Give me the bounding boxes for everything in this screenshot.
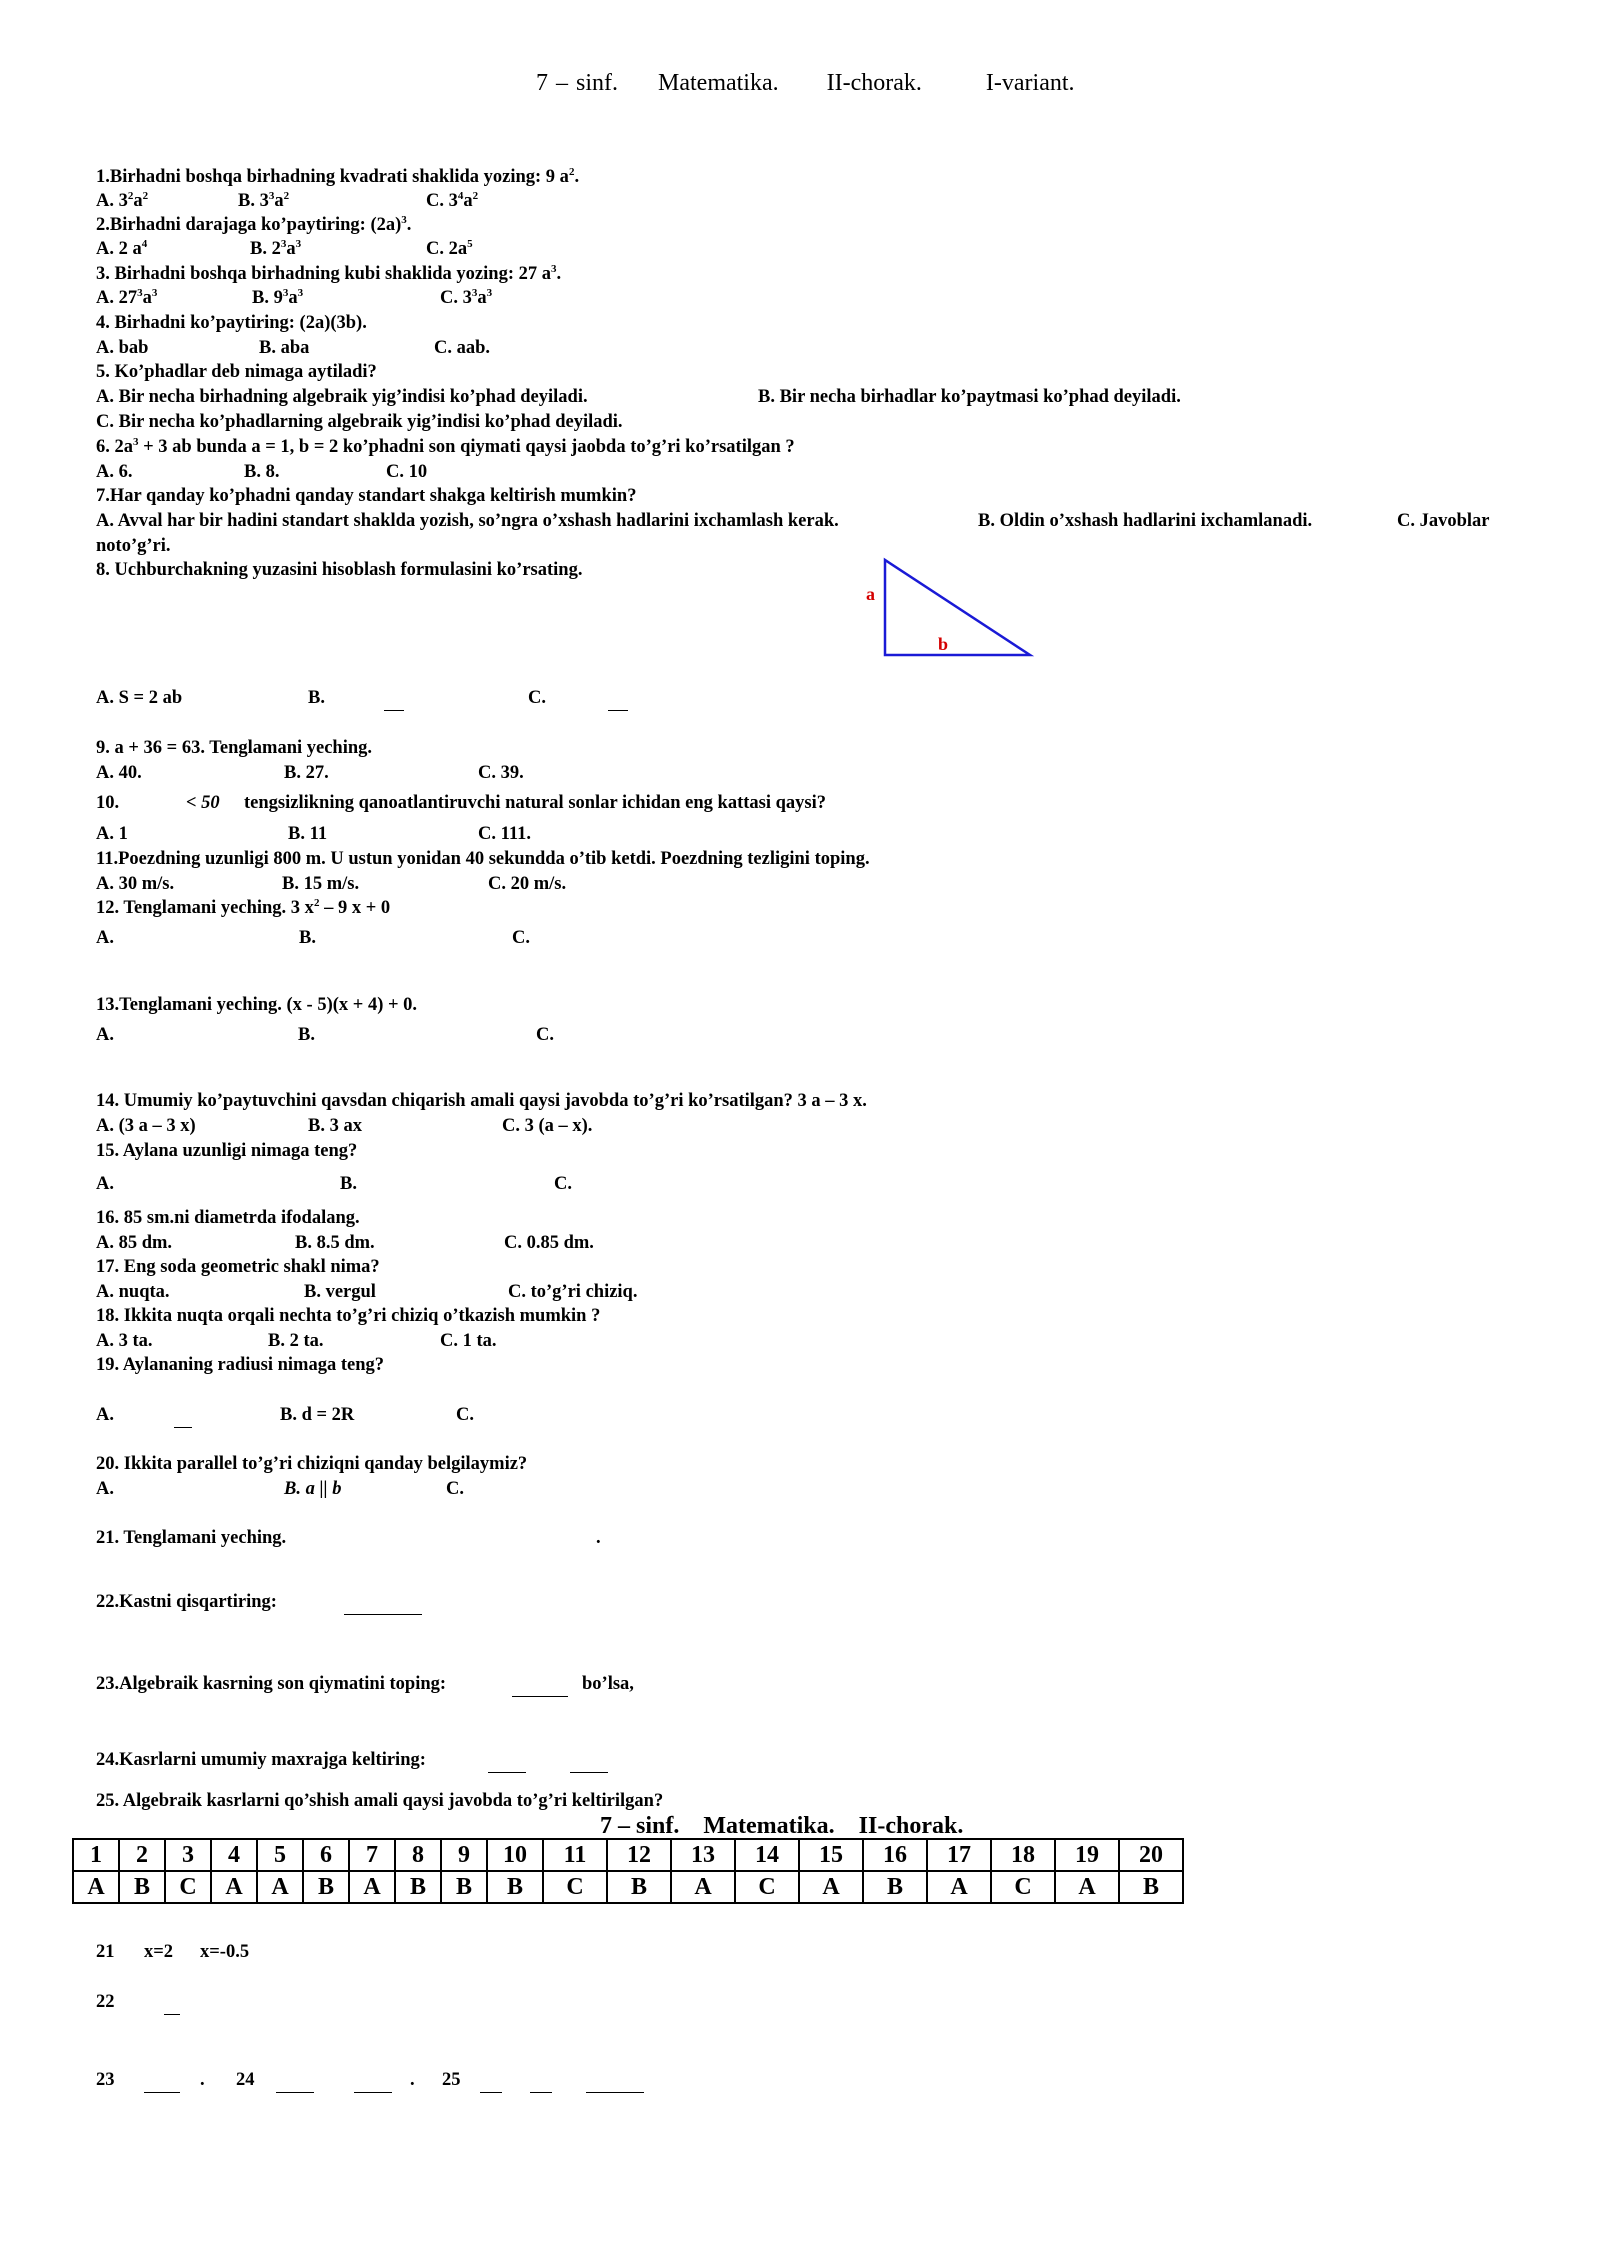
q15-option-b: B.	[340, 1174, 357, 1194]
q24-text: 24.Kasrlarni umumiy maxrajga keltiring:	[96, 1750, 426, 1770]
q17-option-a: A. nuqta.	[96, 1282, 170, 1302]
answer-key-number-cell: 8	[395, 1839, 441, 1871]
q21-dot: .	[596, 1528, 601, 1548]
answer-key-letter-cell: B	[487, 1871, 543, 1903]
answer-21	[96, 1942, 250, 1963]
q12-option-c: C.	[512, 928, 530, 948]
answer-key-letter-cell: A	[211, 1871, 257, 1903]
question-3-text: 3. Birhadni boshqa birhadning kubi shaklida yozing: 27 a	[96, 264, 551, 284]
question-14: 14. Umumiy ko’paytuvchini qavsdan chiqarish amali qaysi javobda to’g’ri ko’rsatilgan? 3 a – 3 x.	[96, 1091, 867, 1111]
a23-dot: .	[200, 2070, 205, 2090]
q2-b-exp1: 3	[280, 237, 287, 250]
answer-key-numbers-row	[73, 1839, 1183, 1871]
answer-key-number-cell: 11	[543, 1839, 607, 1871]
q12-option-a: A.	[96, 928, 114, 948]
q3-option-a: A. $27^3a^3$	[96, 286, 158, 308]
q6-exp: 3	[133, 435, 139, 448]
q1-c-exp1: 4	[457, 189, 464, 202]
q1-a-exp1: 2	[127, 189, 134, 202]
answer-key-number-cell: 6	[303, 1839, 349, 1871]
q16-option-c: C. 0.85 dm.	[504, 1233, 594, 1253]
answer-key-letter-cell: B	[395, 1871, 441, 1903]
q10-option-a: A. 1	[96, 824, 128, 844]
q10-option-c: C. 111.	[478, 824, 531, 844]
answer-key-number-cell: 20	[1119, 1839, 1183, 1871]
answer-key-letter-cell: A	[799, 1871, 863, 1903]
q20-option-c: C.	[446, 1479, 464, 1499]
q1-b-exp1: 3	[268, 189, 275, 202]
q18-option-a: A. 3 ta.	[96, 1331, 153, 1351]
q3-b-text: B. 9	[252, 288, 283, 308]
answer-key-letter-cell: C	[735, 1871, 799, 1903]
q23-fraction-bar	[512, 1684, 568, 1708]
answer-key-letter-cell: B	[863, 1871, 927, 1903]
answer-key-number-cell: 5	[257, 1839, 303, 1871]
q18-option-b: B. 2 ta.	[268, 1331, 324, 1351]
ans-title-quarter: II-chorak.	[858, 1813, 964, 1839]
q11-option-a: A. 30 m/s.	[96, 874, 175, 894]
a22-num: 22	[96, 1992, 115, 2012]
q3-a-exp1: 3	[137, 286, 143, 299]
question-23	[96, 1672, 634, 1696]
answer-key-table	[72, 1838, 1184, 1904]
q10-text: tengsizlikning qanoatlantiruvchi natural sonlar ichidan eng kattasi qaysi?	[244, 793, 827, 813]
question-16: 16. 85 sm.ni diametrda ifodalang.	[96, 1208, 360, 1228]
answer-key-letter-cell: A	[1055, 1871, 1119, 1903]
q6-text: + 3 ab bunda a = 1, b = 2 ko’phadni son qiymati qaysi jaobda to’g’ri ko’rsatilgan ?	[138, 437, 795, 457]
q19-option-b: B. d = 2R	[280, 1405, 355, 1425]
q13-option-a: A.	[96, 1025, 114, 1045]
q8-option-b: B.	[308, 688, 325, 708]
q1-a-exp2: 2	[142, 189, 149, 202]
question-22	[96, 1590, 277, 1614]
a24-fraction-bar-1	[276, 2082, 314, 2103]
answer-key-letter-cell: C	[543, 1871, 607, 1903]
question-13: 13.Tenglamani yeching. (x - 5)(x + 4) + 0.	[96, 995, 418, 1015]
question-25: 25. Algebraik kasrlarni qo’shish amali qaysi javobda to’g’ri keltirilgan?	[96, 1791, 664, 1811]
a24-dot: .	[410, 2070, 415, 2090]
q3-tail: .	[556, 264, 562, 284]
q2-c-exp: 5	[467, 237, 473, 250]
q8-option-c: C.	[528, 688, 546, 708]
q8-option-a: A. S = 2 ab	[96, 688, 183, 708]
header-grade: 7 – sinf.	[536, 70, 618, 96]
q15-option-c: C.	[554, 1174, 572, 1194]
q4-option-c: C. aab.	[434, 338, 491, 358]
q13-option-c: C.	[536, 1025, 554, 1045]
answer-key-number-cell: 9	[441, 1839, 487, 1871]
q2-option-a	[96, 237, 147, 261]
question-7: 7.Har qanday ko’phadni qanday standart shakga keltirish mumkin?	[96, 486, 637, 506]
question-1	[96, 165, 579, 189]
answer-key-letter-cell: A	[349, 1871, 395, 1903]
question-6	[96, 435, 795, 459]
header-variant: I-variant.	[985, 70, 1075, 96]
ans-title-grade: 7 – sinf.	[600, 1813, 680, 1839]
q19-option-c: C.	[456, 1405, 474, 1425]
q20-option-a: A.	[96, 1479, 114, 1499]
q14-option-a: A. (3 a – 3 x)	[96, 1116, 196, 1136]
q2-b-text: B. 2	[250, 239, 281, 259]
q2-a-exp: 4	[141, 237, 148, 250]
answer-key-number-cell: 3	[165, 1839, 211, 1871]
q24-fraction-bar-2	[570, 1760, 608, 1784]
q10-inequality: < 50	[186, 793, 220, 813]
q3-exp: 3	[550, 262, 557, 275]
answer-key-number-cell: 18	[991, 1839, 1055, 1871]
question-15: 15. Aylana uzunligi nimaga teng?	[96, 1141, 358, 1161]
q15-option-a: A.	[96, 1174, 114, 1194]
q5-option-a: A. Bir necha birhadning algebraik yig’indisi ko’phad deyiladi.	[96, 387, 588, 407]
answer-key-number-cell: 13	[671, 1839, 735, 1871]
triangle-label-a: a	[866, 584, 875, 604]
q17-option-b: B. vergul	[304, 1282, 376, 1302]
answer-key-number-cell: 15	[799, 1839, 863, 1871]
q6-option-b: B. 8.	[244, 462, 280, 482]
q1-tail: .	[574, 167, 580, 187]
a23-num: 23	[96, 2070, 115, 2090]
question-20: 20. Ikkita parallel to’g’ri chiziqni qanday belgilaymiz?	[96, 1454, 528, 1474]
page-header	[536, 70, 1075, 97]
q2-a-text: A. 2 a	[96, 239, 142, 259]
q2-exp: 3	[401, 213, 407, 226]
q5-option-b: B. Bir necha birhadlar ko’paytmasi ko’phad deyiladi.	[758, 387, 1181, 407]
answer-key-letter-cell: A	[73, 1871, 119, 1903]
a25-fraction-bar-2	[530, 2082, 552, 2103]
q9-option-c: C. 39.	[478, 763, 524, 783]
q1-a-text: A. 3	[96, 191, 128, 211]
a24-fraction-bar-2	[354, 2082, 392, 2103]
answer-key-number-cell: 14	[735, 1839, 799, 1871]
q6-pre: 6. 2a	[96, 437, 133, 457]
q6-option-a: A. 6.	[96, 462, 133, 482]
a21-x2: x=-0.5	[200, 1942, 250, 1962]
answer-key-number-cell: 19	[1055, 1839, 1119, 1871]
q4-option-b: B. aba	[259, 338, 310, 358]
question-2	[96, 213, 411, 237]
q1-option-a: A. $3^2a^2$	[96, 189, 149, 211]
q3-c-exp1: 3	[471, 286, 478, 299]
question-8: 8. Uchburchakning yuzasini hisoblash formulasini ko’rsating.	[96, 560, 583, 580]
a25-fraction-bar-1	[480, 2082, 502, 2103]
q21-text: 21. Tenglamani yeching.	[96, 1528, 287, 1548]
q20-option-b: B. a || b	[284, 1479, 342, 1499]
answer-key-number-cell: 2	[119, 1839, 165, 1871]
question-3	[96, 262, 561, 286]
q17-option-c: C. to’g’ri chiziq.	[508, 1282, 638, 1302]
q3-c-exp2: 3	[486, 286, 493, 299]
a25-fraction-bar-3	[586, 2082, 644, 2103]
question-5: 5. Ko’phadlar deb nimaga aytiladi?	[96, 362, 377, 382]
q3-option-c: C. $3^3a^3$	[440, 286, 493, 308]
a21-x1: x=2	[144, 1942, 174, 1962]
question-4: 4. Birhadni ko’paytiring: (2a)(3b).	[96, 313, 367, 333]
question-9: 9. a + 36 = 63. Tenglamani yeching.	[96, 738, 373, 758]
q7-option-b: B. Oldin o’xshash hadlarini ixchamlanadi.	[978, 511, 1313, 531]
answer-key-title	[600, 1813, 963, 1840]
question-18: 18. Ikkita nuqta orqali nechta to’g’ri chiziq o’tkazish mumkin ?	[96, 1306, 601, 1326]
q12-text: – 9 x + 0	[319, 898, 391, 918]
q22-fraction-bar	[344, 1602, 422, 1626]
q1-exp: 2	[568, 165, 575, 178]
q3-option-b: B. $9^3a^3$	[252, 286, 304, 308]
answer-key-letter-cell: C	[165, 1871, 211, 1903]
answer-key-letter-cell: B	[441, 1871, 487, 1903]
answer-22	[96, 1992, 115, 2013]
q1-b-text: B. 3	[238, 191, 269, 211]
q3-a-text: A. 27	[96, 288, 138, 308]
q1-option-c: C. $3^4a^2$	[426, 189, 479, 211]
answer-key-number-cell: 7	[349, 1839, 395, 1871]
q23-text: 23.Algebraik kasrning son qiymatini toping:	[96, 1674, 447, 1694]
answer-key-number-cell: 17	[927, 1839, 991, 1871]
triangle-figure	[866, 555, 1040, 665]
answer-key-letter-cell: B	[303, 1871, 349, 1903]
question-11: 11.Poezdning uzunligi 800 m. U ustun yonidan 40 sekundda o’tib ketdi. Poezdning tezligini toping.	[96, 849, 870, 869]
q24-fraction-bar-1	[488, 1760, 526, 1784]
ans-title-subject: Matematika.	[703, 1813, 835, 1839]
question-24	[96, 1748, 426, 1772]
q12-exp: 2	[313, 896, 320, 909]
a25-num: 25	[442, 2070, 461, 2090]
q1-c-exp2: 2	[472, 189, 479, 202]
header-quarter: II-chorak.	[826, 70, 922, 96]
q16-option-a: A. 85 dm.	[96, 1233, 173, 1253]
q4-option-a: A. bab	[96, 338, 149, 358]
q2-option-b: B. $2^3a^3$	[250, 237, 302, 259]
q12-option-b: B.	[299, 928, 316, 948]
answer-key-letter-cell: B	[1119, 1871, 1183, 1903]
triangle-shape	[885, 560, 1030, 655]
q19-option-a: A.	[96, 1405, 114, 1425]
q8-option-b-fraction-bar	[384, 698, 404, 722]
triangle-label-b: b	[938, 634, 949, 654]
answer-key-letters-row	[73, 1871, 1183, 1903]
q1-option-b: B. $3^3a^2$	[238, 189, 290, 211]
q23-tail: bo’lsa,	[582, 1674, 634, 1694]
q11-option-b: B. 15 m/s.	[282, 874, 360, 894]
question-21	[96, 1526, 601, 1550]
q7-option-c: C. Javoblar	[1397, 511, 1490, 531]
q1-c-text: C. 3	[426, 191, 458, 211]
answer-key-number-cell: 10	[487, 1839, 543, 1871]
answer-key-letter-cell: A	[257, 1871, 303, 1903]
question-17: 17. Eng soda geometric shakl nima?	[96, 1257, 380, 1277]
q6-option-c: C. 10	[386, 462, 428, 482]
answer-key-number-cell: 16	[863, 1839, 927, 1871]
q3-b-exp2: 3	[297, 286, 304, 299]
q18-option-c: C. 1 ta.	[440, 1331, 497, 1351]
q7-option-c-cont: noto’g’ri.	[96, 536, 171, 556]
a21-num: 21	[96, 1942, 115, 1962]
q16-option-b: B. 8.5 dm.	[295, 1233, 375, 1253]
answer-23-25	[96, 2070, 461, 2091]
question-12	[96, 896, 390, 920]
q1-b-exp2: 2	[283, 189, 290, 202]
answer-key-letter-cell: B	[607, 1871, 671, 1903]
answer-key-letter-cell: C	[991, 1871, 1055, 1903]
q2-option-c	[426, 237, 473, 261]
a22-fraction-bar	[164, 2004, 180, 2025]
question-19: 19. Aylananing radiusi nimaga teng?	[96, 1355, 385, 1375]
q12-pre: 12. Tenglamani yeching. 3 x	[96, 898, 314, 918]
q2-tail: .	[406, 215, 412, 235]
q8-option-c-fraction-bar	[608, 698, 628, 722]
q13-option-b: B.	[298, 1025, 315, 1045]
q9-option-a: A. 40.	[96, 763, 142, 783]
q3-a-exp2: 3	[151, 286, 158, 299]
q2-b-exp2: 3	[295, 237, 302, 250]
answer-key-letter-cell: A	[927, 1871, 991, 1903]
answer-key-number-cell: 1	[73, 1839, 119, 1871]
q11-option-c: C. 20 m/s.	[488, 874, 567, 894]
answer-key-letter-cell: A	[671, 1871, 735, 1903]
q5-option-c: C. Bir necha ko’phadlarning algebraik yig’indisi ko’phad deyiladi.	[96, 412, 623, 432]
q2-c-text: C. 2a	[426, 239, 468, 259]
answer-key-number-cell: 12	[607, 1839, 671, 1871]
question-2-text: 2.Birhadni darajaga ko’paytiring: (2a)	[96, 215, 402, 235]
q3-b-exp1: 3	[282, 286, 289, 299]
header-subject: Matematika.	[658, 70, 779, 96]
q3-c-text: C. 3	[440, 288, 472, 308]
a24-num: 24	[236, 2070, 255, 2090]
q14-option-c: C. 3 (a – x).	[502, 1116, 593, 1136]
question-1-text: 1.Birhadni boshqa birhadning kvadrati shaklida yozing: 9 a	[96, 167, 569, 187]
q10-option-b: B. 11	[288, 824, 328, 844]
answer-key-number-cell: 4	[211, 1839, 257, 1871]
a23-fraction-bar	[144, 2082, 180, 2103]
q10-number: 10.	[96, 793, 120, 813]
q14-option-b: B. 3 ax	[308, 1116, 362, 1136]
q9-option-b: B. 27.	[284, 763, 329, 783]
q7-option-a: A. Avval har bir hadini standart shaklda yozish, so’ngra o’xshash hadlarini ixchamlash kerak.	[96, 511, 839, 531]
q19-option-a-fraction-bar	[174, 1415, 192, 1439]
answer-key-letter-cell: B	[119, 1871, 165, 1903]
q22-text: 22.Kastni qisqartiring:	[96, 1592, 277, 1612]
